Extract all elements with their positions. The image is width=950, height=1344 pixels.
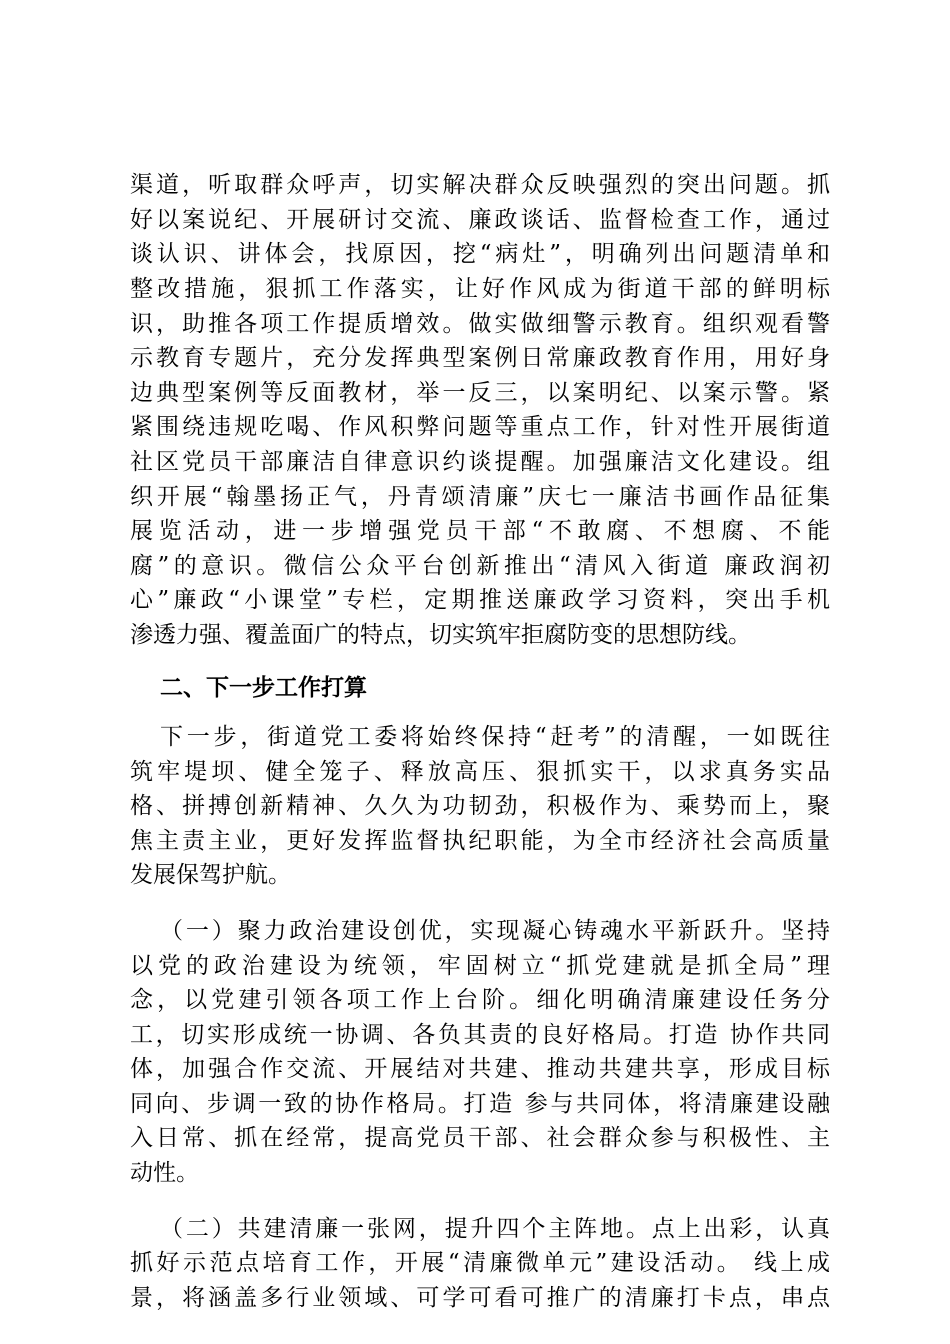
text-line: 渗透力强、覆盖面广的特点，切实筑牢拒腐防变的思想防线。 — [130, 622, 751, 648]
text-line: 渠道，听取群众呼声，切实解决群众反映强烈的突出问题。抓 — [130, 172, 830, 198]
text-line: 织开展“翰墨扬正气，丹青颂清廉”庆七一廉洁书画作品征集 — [130, 484, 830, 510]
text-line: 整改措施，狠抓工作落实，让好作风成为街道干部的鲜明标 — [130, 276, 830, 302]
text-line: 筑牢堤坝、健全笼子、释放高压、狠抓实干，以求真务实品 — [130, 759, 830, 785]
text-line: 谈认识、讲体会，找原因，挖“病灶”，明确列出问题清单和 — [130, 241, 830, 267]
section-heading: 二、下一步工作打算 — [160, 674, 367, 701]
text-line: 格、拼搏创新精神、久久为功韧劲，积极作为、乘势而上，聚 — [130, 793, 830, 819]
text-line: 发展保驾护航。 — [130, 862, 291, 888]
text-line: 下一步，街道党工委将始终保持“赶考”的清醒，一如既往 — [160, 724, 830, 750]
text-line: 工，切实形成统一协调、各负其责的良好格局。打造 协作共同 — [130, 1022, 830, 1048]
text-line: 同向、步调一致的协作格局。打造 参与共同体，将清廉建设融 — [130, 1091, 830, 1117]
text-line: 入日常、抓在经常，提高党员干部、社会群众参与积极性、主 — [130, 1125, 830, 1151]
text-line: 景，将涵盖多行业领域、可学可看可推广的清廉打卡点，串点 — [130, 1285, 830, 1311]
text-line: 边典型案例等反面教材，举一反三，以案明纪、以案示警。紧 — [130, 380, 830, 406]
text-line: 念，以党建引领各项工作上台阶。细化明确清廉建设任务分 — [130, 987, 830, 1013]
text-line: 腐”的意识。微信公众平台创新推出“清风入街道 廉政润初 — [130, 553, 830, 579]
text-line: 心”廉政“小课堂”专栏，定期推送廉政学习资料，突出手机 — [130, 587, 830, 613]
text-line: 动性。 — [130, 1160, 199, 1186]
text-line: （二）共建清廉一张网，提升四个主阵地。点上出彩，认真 — [160, 1216, 830, 1242]
text-line: 抓好示范点培育工作，开展“清廉微单元”建设活动。 线上成 — [130, 1250, 830, 1276]
text-line: 焦主责主业，更好发挥监督执纪职能，为全市经济社会高质量 — [130, 828, 830, 854]
text-line: 识，助推各项工作提质增效。做实做细警示教育。组织观看警 — [130, 311, 830, 337]
text-line: 示教育专题片，充分发挥典型案例日常廉政教育作用，用好身 — [130, 345, 830, 371]
text-line: （一）聚力政治建设创优，实现凝心铸魂水平新跃升。坚持 — [160, 918, 830, 944]
text-line: 好以案说纪、开展研讨交流、廉政谈话、监督检查工作，通过 — [130, 207, 830, 233]
text-line: 以党的政治建设为统领，牢固树立“抓党建就是抓全局”理 — [130, 953, 830, 979]
text-line: 展览活动，进一步增强党员干部“不敢腐、不想腐、不能 — [130, 518, 830, 544]
text-line: 紧围绕违规吃喝、作风积弊问题等重点工作，针对性开展街道 — [130, 414, 830, 440]
text-line: 社区党员干部廉洁自律意识约谈提醒。加强廉洁文化建设。组 — [130, 449, 830, 475]
text-line: 体，加强合作交流、开展结对共建、推动共建共享，形成目标 — [130, 1056, 830, 1082]
